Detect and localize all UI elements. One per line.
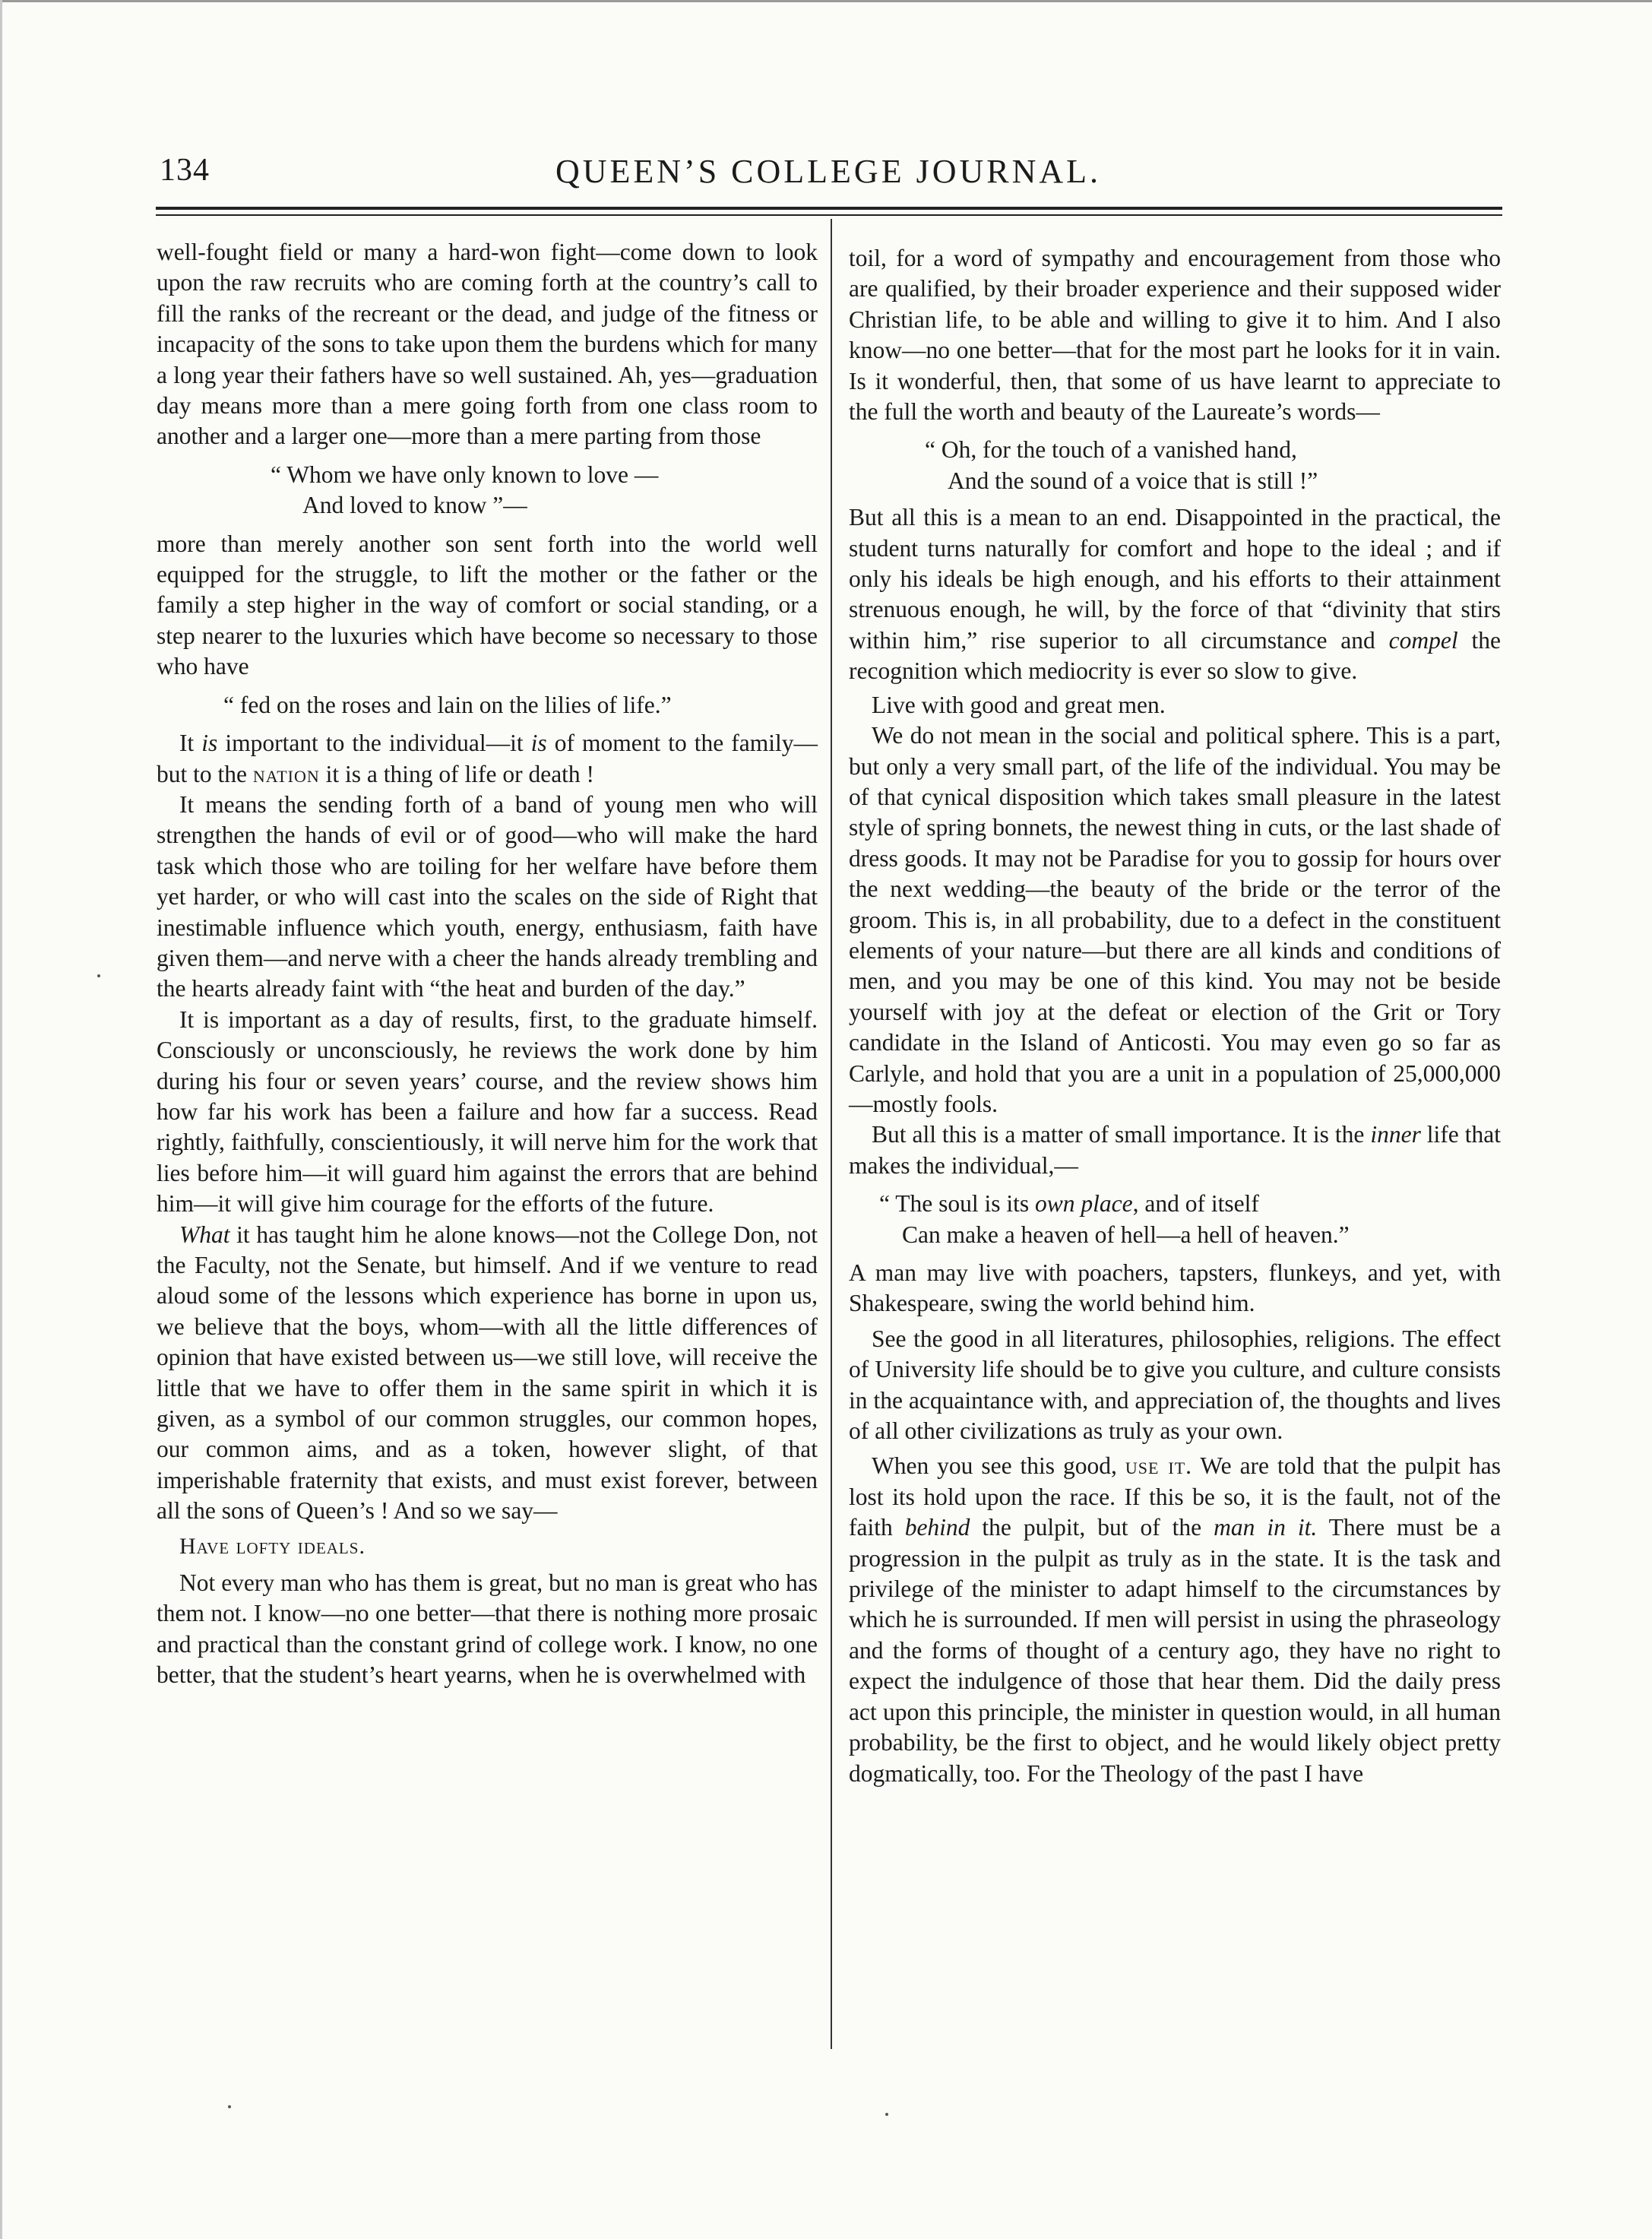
right-p8-text-d: There must be a progression in the pulpit as truly as in the state. It is the task and privilege of the minister to adapt himself to the circumstances by which he is surrounded. If men will persist in using the phraseology and the forms of thought of a century ago, they have no right to expect the indulgence of those that hear them. Did the daily press act upon this principle, the minister in question would, in all human probability, be the first to object, and he would likely object pretty dogmatically, too. For the Theology of the past I have bbox=[849, 1514, 1501, 1787]
left-paragraph-7: Not every man who has them is great, but no man is great who has them not. I know—no one better—that there is nothing more prosaic and practical than the constant grind of college work. I know, no one better, that the student’s heart yearns, when he is overwhelmed with bbox=[157, 1569, 818, 1689]
left-paragraph-6 bbox=[157, 1220, 818, 1527]
right-p2-text-a: But all this is a mean to an end. Disappointed in the practical, the student turns naturally for comfort and hope to the ideal ; and if only his ideals be high enough, and his efforts to their attainment strenuous enough, he will, by the force of that “divinity that stirs within him,” rise superior to all circumstance and bbox=[849, 504, 1501, 654]
right-paragraph-5 bbox=[849, 1120, 1501, 1181]
left-p6-text: it has taught him he alone knows—not the College Don, not the Faculty, not the Senate, but himself. And if we venture to read aloud some of the lessons which experience has borne in upon us, we believe that the boys, whom—with all the little differences of opinion that have existed between us—we still love, will receive the little that we have to offer them in the same spirit in which it is given, as a symbol of our common struggles, our common hopes, our common aims, and as a token, however slight, of that imperishable fraternity that exists, and must exist forever, between all the sons of Queen’s ! And so we say— bbox=[157, 1221, 818, 1525]
scan-speck bbox=[97, 974, 100, 977]
left-p6-what: What bbox=[179, 1221, 230, 1248]
right-paragraph-4: We do not mean in the social and political sphere. This is a part, but only a very small part, of the life of the individual. You may be of that cynical disposition which takes small pleasure in the latest style of spring bonnets, the newest thing in cuts, or the last shade of dress goods. It may not be Paradise for you to gossip for hours over the next wedding—the beauty of the bride or the terror of the groom. This is, in all probability, due to a defect in the constituent elements of your nature—but there are all kinds and conditions of men, and you may be one of this kind. You may not be beside yourself with joy at the defeat or election of the Grit or Tory candidate in the Island of Anticosti. You may even go so far as Carlyle, and hold that you are a unit in a population of 25,000,000—mostly fools. bbox=[849, 722, 1501, 1117]
left-verse-2-line-1: “ fed on the roses and lain on the lilies of life.” bbox=[223, 691, 672, 718]
header-rule-thin bbox=[156, 214, 1502, 216]
left-p3-nation: nation bbox=[252, 760, 320, 787]
header-rule-thick bbox=[156, 207, 1502, 210]
right-verse-1-line-1: “ Oh, for the touch of a vanished hand, bbox=[925, 436, 1297, 464]
right-paragraph-8 bbox=[849, 1451, 1501, 1788]
left-verse-1-line-1: “ Whom we have only known to love — bbox=[271, 461, 659, 488]
right-verse-2-text-a: “ The soul is its bbox=[879, 1190, 1036, 1218]
left-p3-text-a: It bbox=[179, 730, 202, 757]
left-column bbox=[157, 237, 818, 1691]
left-verse-2 bbox=[157, 690, 818, 720]
page-header bbox=[160, 152, 1497, 205]
scan-speck bbox=[228, 2105, 231, 2108]
left-paragraph-4: It means the sending forth of a band of young men who will strengthen the hands of evil or of good—who will make the hard task which those who are toiling for her welfare have before them yet harder, or who will cast into the scales on the side of Right that inestimable influence which youth, energy, enthusiasm, faith have given them—and nerve with a cheer the hands already trembling and the hearts already faint with “the heat and burden of the day.” bbox=[157, 790, 818, 1002]
left-p3-is-1: is bbox=[201, 730, 218, 757]
column-divider bbox=[831, 219, 832, 2049]
right-p5-text-a: But all this is a matter of small importance. It is the bbox=[872, 1121, 1371, 1148]
right-paragraph-3: Live with good and great men. bbox=[872, 691, 1166, 718]
right-p5-text-b: life that makes the individual,— bbox=[849, 1121, 1501, 1179]
right-p2-compel: compel bbox=[1388, 626, 1458, 654]
right-p5-inner: inner bbox=[1370, 1121, 1421, 1148]
right-paragraph-1: toil, for a word of sympathy and encouragement from those who are qualified, by their broader experience and their supposed wider Christian life, to be able and willing to give it to him. And I also know—no one better—that for the most part he looks for it in vain. Is it wonderful, then, that some of us have learnt to appreciate to the full the worth and beauty of the Laureate’s words— bbox=[849, 245, 1501, 426]
scan-edge-left bbox=[0, 0, 2, 2239]
left-paragraph-1: well-fought field or many a hard-won fight—come down to look upon the raw recruits who are coming forth at the country’s call to fill the ranks of the recreant or the dead, and judge of the fitness or incapacity of the sons to take upon them the burdens which for many a long year their fathers have so well sustained. Ah, yes—graduation day means more than a mere going forth from one class room to another and a larger one—more than a mere parting from those bbox=[157, 239, 818, 450]
right-paragraph-6: A man may live with poachers, tapsters, flunkeys, and yet, with Shakespeare, swing the world behind him. bbox=[849, 1259, 1501, 1317]
right-p8-use-it: use it. bbox=[1125, 1452, 1193, 1480]
right-verse-1-line-2: And the sound of a voice that is still !” bbox=[948, 467, 1318, 494]
left-paragraph-5: It is important as a day of results, first, to the graduate himself. Consciously or unconsciously, he reviews the work done by him during his four or seven years’ course, and the review shows him how far his work has been a failure and how far a success. Read rightly, faithfully, conscientiously, it will nerve him for the work that lies before him—it will guard him against the errors that are behind him—it will give him courage for the efforts of the future. bbox=[157, 1005, 818, 1218]
right-verse-1 bbox=[849, 435, 1501, 496]
right-p2-text-b: the recognition which mediocrity is ever so slow to give. bbox=[849, 626, 1501, 685]
right-verse-2-line-1 bbox=[879, 1189, 1501, 1219]
left-p3-text-c: of moment to the family—but to the bbox=[157, 730, 818, 787]
left-p3-is-2: is bbox=[530, 730, 547, 757]
right-p8-text-c: the pulpit, but of the bbox=[970, 1514, 1214, 1541]
right-verse-2 bbox=[849, 1189, 1501, 1250]
left-p3-text-d: it is a thing of life or death ! bbox=[319, 760, 595, 787]
right-column bbox=[849, 243, 1501, 1789]
right-p8-man-in-it: man in it. bbox=[1214, 1514, 1318, 1541]
left-heading-lofty-ideals: Have lofty ideals. bbox=[179, 1533, 366, 1559]
left-paragraph-2: more than merely another son sent forth into the world well equipped for the struggle, to lift the mother or the father or the family a step higher in the way of comfort or social standing, or a step nearer to the luxuries which have become so necessary to those who have bbox=[157, 530, 818, 680]
right-p8-text-b: We are told that the pulpit has lost its hold upon the race. If this be so, it is the fault, not of the faith bbox=[849, 1452, 1502, 1541]
right-p8-text-a: When you see this good, bbox=[872, 1452, 1125, 1480]
left-verse-1-line-2: And loved to know ”— bbox=[302, 492, 527, 519]
journal-title: QUEEN’S COLLEGE JOURNAL. bbox=[555, 153, 1102, 190]
right-paragraph-7: See the good in all literatures, philosophies, religions. The effect of University life should be to give you culture, and culture consists in the acquaintance with, and appreciation of, the thoughts and lives of all other civilizations as truly as your own. bbox=[849, 1325, 1501, 1445]
right-verse-2-text-b: , and of itself bbox=[1132, 1190, 1259, 1218]
scan-edge-top bbox=[0, 0, 1652, 2]
right-verse-2-line-2: Can make a heaven of hell—a hell of heaven.” bbox=[902, 1221, 1350, 1248]
page-number: 134 bbox=[160, 153, 210, 188]
right-verse-2-own-place: own place bbox=[1035, 1190, 1133, 1218]
left-verse-1 bbox=[157, 460, 818, 521]
scan-speck bbox=[885, 2113, 888, 2116]
left-p3-text-b: important to the individual—it bbox=[217, 730, 531, 757]
right-paragraph-2 bbox=[849, 502, 1501, 686]
left-paragraph-3 bbox=[157, 728, 818, 790]
right-p8-behind: behind bbox=[904, 1514, 970, 1541]
